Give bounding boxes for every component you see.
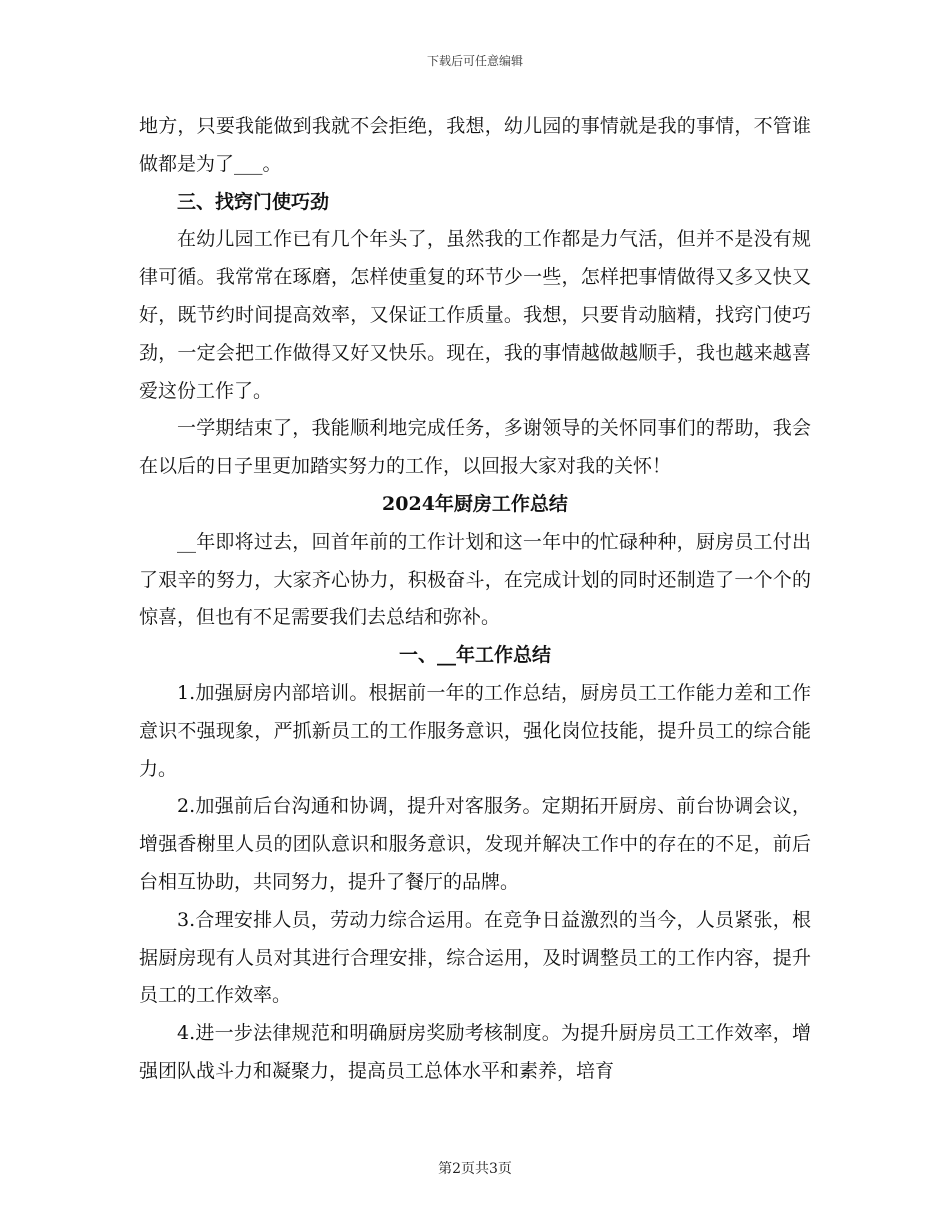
section-heading-3: 三、找窍门使巧劲: [177, 190, 330, 213]
list-item-4: 4.进一步法律规范和明确厨房奖励考核制度。为提升厨房员工工作效率，增强团队战斗力和凝聚力，提高员工总体水平和素养，培育: [139, 1022, 811, 1082]
page-header: 下载后可任意编辑: [426, 54, 523, 68]
paragraph-intro: __年即将过去，回首年前的工作计划和这一年中的忙碌种种，厨房员工付出了艰辛的努力，大家齐心协力，积极奋斗，在完成计划的同时还制造了一个个的惊喜，但也有不足需要我们去总结和弥补。: [139, 530, 811, 629]
paragraph-continuation: 地方，只要我能做到我就不会拒绝，我想，幼儿园的事情就是我的事情，不管谁做都是为了___。: [139, 115, 811, 175]
document-title: 2024年厨房工作总结: [382, 492, 568, 515]
list-item-3: 3.合理安排人员，劳动力综合运用。在竞争日益激烈的当今，人员紧张，根据厨房现有人员对其进行合理安排，综合运用，及时调整员工的工作内容，提升员工的工作效率。: [139, 908, 811, 1007]
paragraph-conclusion: 一学期结束了，我能顺利地完成任务，多谢领导的关怀同事们的帮助，我会在以后的日子里更加踏实努力的工作，以回报大家对我的关怀！: [139, 417, 811, 478]
list-item-2: 2.加强前后台沟通和协调，提升对客服务。定期拓开厨房、前台协调会议，增强香榭里人员的团队意识和服务意识，发现并解决工作中的存在的不足，前后台相互协助，共同努力，提升了餐厅的品牌。: [139, 795, 811, 893]
page-footer: 第2页共3页: [438, 1161, 512, 1177]
section-heading-1: 一、__年工作总结: [398, 644, 551, 667]
list-item-1: 1.加强厨房内部培训。根据前一年的工作总结，厨房员工工作能力差和工作意识不强现象，严抓新员工的工作服务意识，强化岗位技能，提升员工的综合能力。: [139, 681, 811, 780]
document-body: [139, 108, 811, 1091]
paragraph-work-method: 在幼儿园工作已有几个年头了，虽然我的工作都是力气活，但并不是没有规律可循。我常常在琢磨，怎样使重复的环节少一些，怎样把事情做得又多又快又好，既节约时间提高效率，又保证工作质量。我想，只要肯动脑精，找窍门使巧劲，一定会把工作做得又好又快乐。现在，我的事情越做越顺手，我也越来越喜爱这份工作了。: [139, 228, 811, 402]
